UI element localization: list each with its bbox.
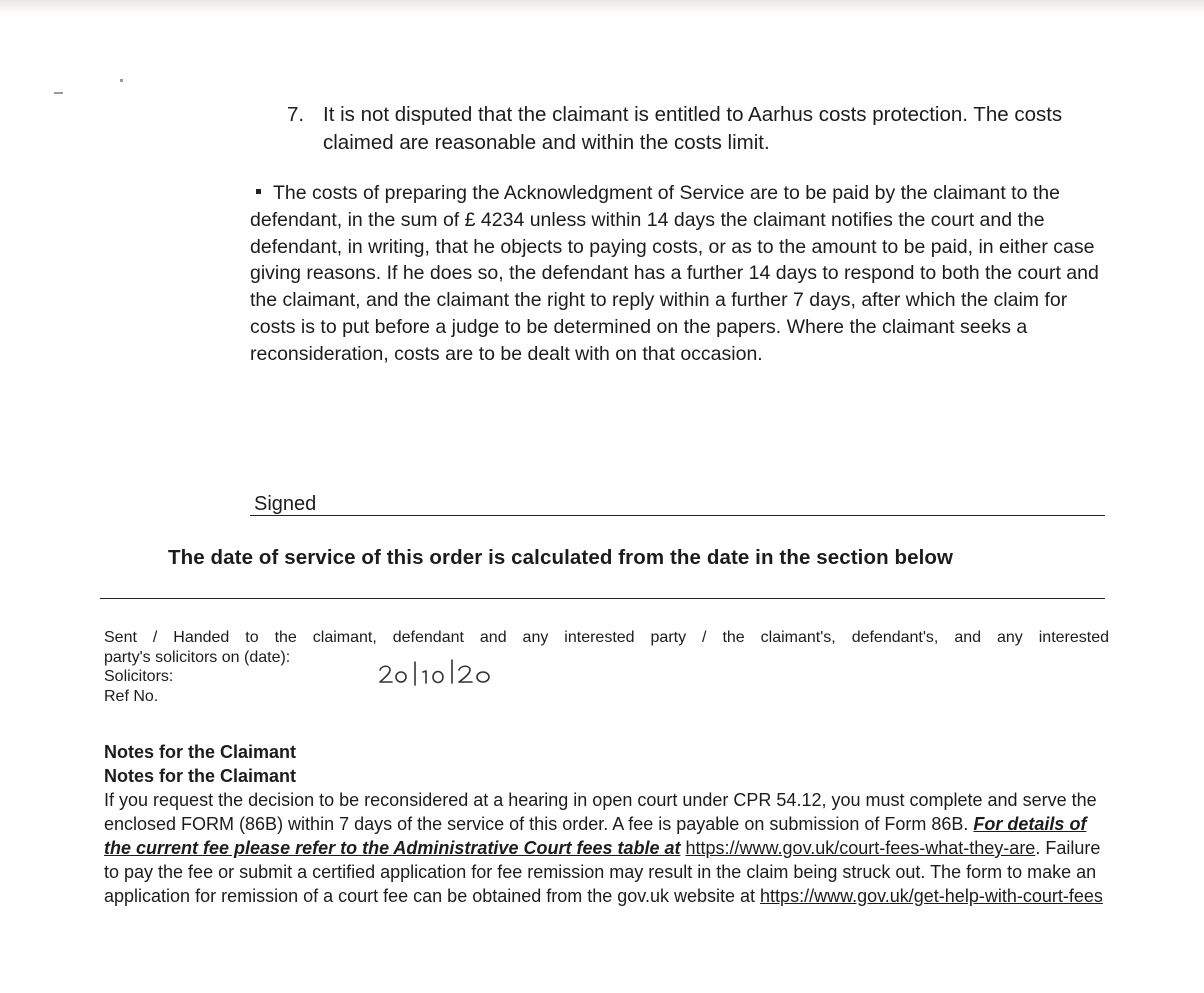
notes-heading-repeat: Notes for the Claimant — [104, 766, 297, 786]
solicitors-date-label: party's solicitors on (date): — [104, 648, 291, 666]
service-details — [104, 628, 1109, 706]
solicitors-label: Solicitors: — [104, 668, 174, 685]
claimant-notes — [104, 740, 1104, 908]
service-date-heading: The date of service of this order is calculated from the date in the section below — [168, 546, 954, 569]
fees-table-emphasis: For details of the current fee please refer to the Administrative Court fees table at — [104, 814, 1087, 858]
ref-no-label: Ref No. — [104, 687, 159, 705]
signed-label: Signed — [254, 493, 317, 515]
paragraph-text: It is not disputed that the claimant is entitled to Aarhus costs protection. The costs claimed are reasonable and within the costs limit. — [323, 103, 1063, 154]
paragraph-7 — [287, 101, 1117, 157]
handwritten-date — [377, 654, 517, 688]
signature-line — [250, 515, 1105, 516]
costs-order-paragraph — [250, 180, 1110, 368]
scan-speck — [120, 79, 123, 82]
section-divider — [100, 598, 1105, 599]
bullet-icon — [256, 189, 261, 194]
court-fees-link[interactable]: https://www.gov.uk/court-fees-what-they-are — [685, 838, 1036, 858]
paragraph-number: 7. — [287, 103, 305, 126]
scan-speck — [54, 92, 63, 94]
notes-text-continued: . Failure to pay the fee or submit a certified application for fee remission may result in the claim being struck out. The form to make an application for remission of a court fee can be obtained from the gov.uk website at — [104, 838, 1101, 906]
notes-heading: Notes for the Claimant — [104, 742, 297, 762]
costs-order-text: The costs of preparing the Acknowledgment of Service are to be paid by the claimant to the defendant, in the sum of £ 4234 unless within 14 days the claimant notifies the court and the defendant, in writing, that he objects to paying costs, or as to the amount to be paid, in either case giving reasons. If he does so, the defendant has a further 14 days to respond to both the court and the claimant, and the claimant the right to reply within a further 7 days, after which the claim for costs is to put before a judge to be determined on the papers. Where the claimant seeks a reconsideration, costs are to be dealt with on that occasion. — [250, 182, 1099, 365]
scan-top-edge — [0, 0, 1204, 14]
fee-remission-link[interactable]: https://www.gov.uk/get-help-with-court-fees — [760, 886, 1103, 906]
notes-text: If you request the decision to be reconsidered at a hearing in open court under CPR 54.12, you must complete and serve the enclosed FORM (86B) within 7 days of the service of this order. A fee is payable on submission of Form 86B. — [104, 790, 1097, 834]
sent-to-line: Sent / Handed to the claimant, defendant and any interested party / the claimant's, defendant's, and any interested — [104, 629, 1109, 646]
notes-body — [104, 788, 1104, 908]
